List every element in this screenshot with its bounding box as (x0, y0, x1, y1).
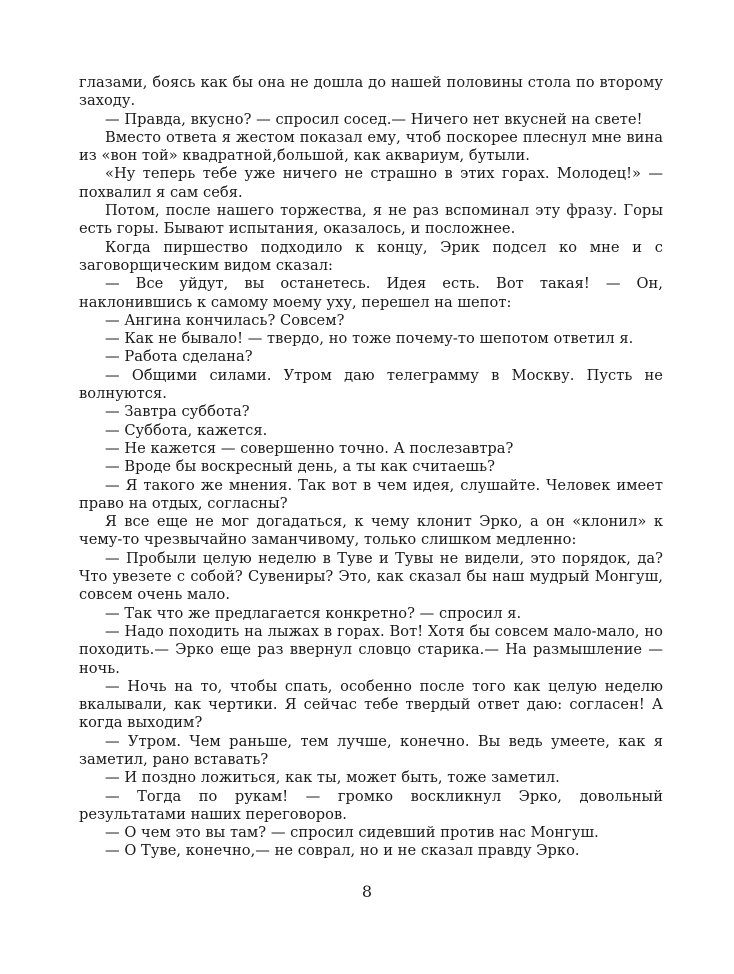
paragraph: — Ангина кончилась? Совсем? (105, 311, 345, 329)
paragraph: — Правда, вкусно? — спросил сосед.— Ничего нет вкусней на свете! (105, 110, 643, 128)
paragraph: — И поздно ложиться, как ты, может быть, тоже заметил. (105, 769, 560, 787)
paragraph: — Работа сделана? (105, 348, 253, 366)
paragraph: — Тогда по рукам! — громко воскликнул Эрко, довольный результатами наших переговоров. (79, 787, 663, 823)
paragraph: «Ну теперь тебе уже ничего не страшно в этих горах. Молодец!» — похвалил я сам себя. (79, 165, 663, 201)
paragraph: — Завтра суббота? (105, 403, 250, 421)
paragraph: — Так что же предлагается конкретно? — спросил я. (105, 604, 522, 622)
paragraph: глазами, боясь как бы она не дошла до нашей половины стола по второму заходу. (79, 74, 663, 110)
paragraph: — Не кажется — совершенно точно. А послезавтра? (105, 439, 514, 457)
paragraph: — Надо походить на лыжах в горах. Вот! Хотя бы совсем мало-мало, но походить.— Эрко еще раз ввернул словцо старика.— На размышление — ночь. (79, 622, 663, 677)
paragraph: Вместо ответа я жестом показал ему, чтоб поскорее плеснул мне вина из «вон той» квадратной,большой, как аквариум, бутыли. (79, 128, 663, 165)
paragraph: — Пробыли целую неделю в Туве и Тувы не видели, это порядок, да? Что увезете с собой? Сувениры? Это, как сказал бы наш мудрый Монгуш, совсем очень мало. (79, 549, 663, 604)
paragraph: — О Туве, конечно,— не соврал, но и не сказал правду Эрко. (105, 842, 580, 860)
paragraph: — Все уйдут, вы останетесь. Идея есть. Вот такая! — Он, наклонившись к самому моему уху, перешел на шепот: (79, 275, 663, 311)
paragraph: Потом, после нашего торжества, я не раз вспоминал эту фразу. Горы есть горы. Бывают испытания, оказалось, и посложнее. (79, 202, 663, 238)
paragraph: — Утром. Чем раньше, тем лучше, конечно. Вы ведь умеете, как я заметил, рано вставать? (79, 732, 663, 768)
paragraph: — Вроде бы воскресный день, а ты как считаешь? (105, 458, 495, 476)
paragraph: Когда пиршество подходило к концу, Эрик подсел ко мне и с заговорщическим видом сказал: (79, 238, 663, 274)
paragraph: — Как не бывало! — твердо, но тоже почему-то шепотом ответил я. (105, 330, 634, 348)
paragraph: — Я такого же мнения. Так вот в чем идея, слушайте. Человек имеет право на отдых, согласны? (79, 476, 663, 512)
body-text (79, 74, 663, 861)
paragraph: Я все еще не мог догадаться, к чему клонит Эрко, а он «клонил» к чему-то чрезвычайно заманчивому, только слишком медленно: (79, 513, 663, 549)
paragraph: — Суббота, кажется. (105, 421, 268, 439)
page-number: 8 (361, 882, 373, 901)
paragraph: — Общими силами. Утром даю телеграмму в Москву. Пусть не волнуются. (79, 366, 663, 403)
paragraph: — Ночь на то, чтобы спать, особенно после того как целую неделю вкалывали, как чертики. Я сейчас тебе твердый ответ даю: согласен! А когда выходим? (79, 677, 663, 732)
paragraph: — О чем это вы там? — спросил сидевший против нас Монгуш. (105, 824, 599, 842)
